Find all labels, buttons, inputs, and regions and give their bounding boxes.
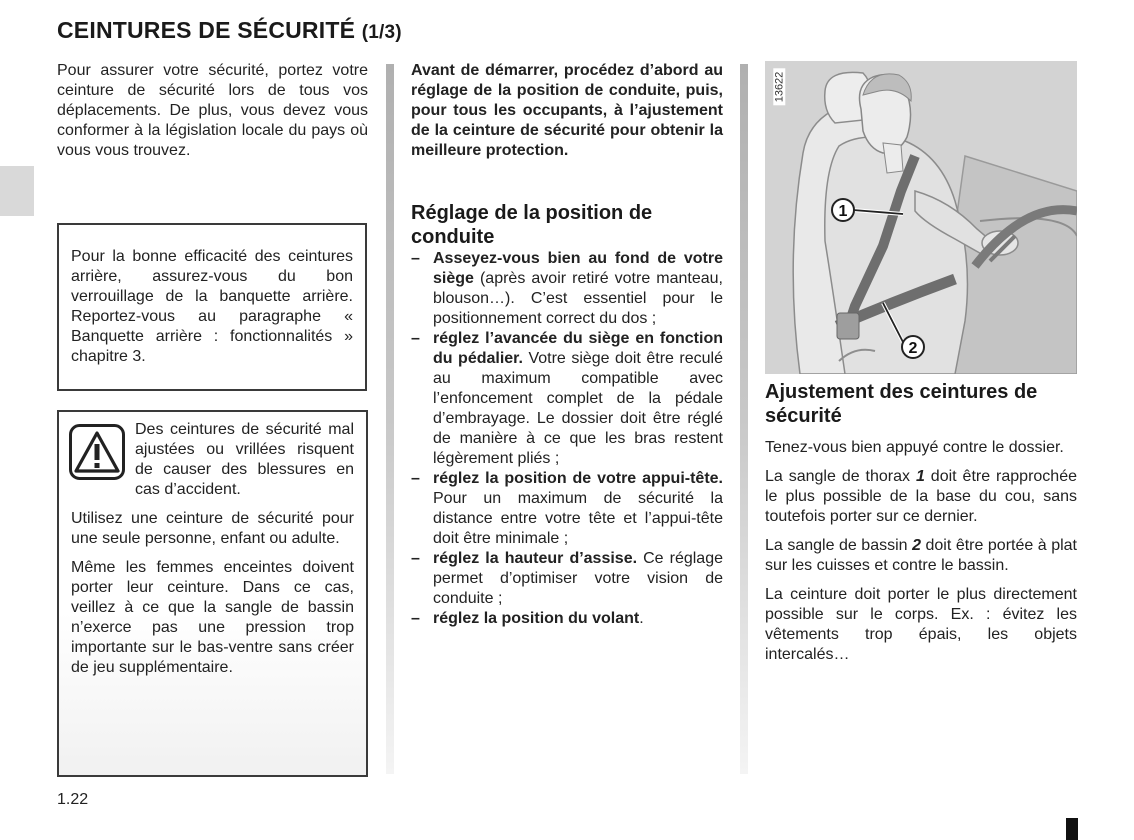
list-dash: – [411, 330, 420, 347]
page-marker [1066, 818, 1078, 840]
column-right [765, 61, 1077, 674]
step-bold: réglez la hauteur d’assise. [433, 550, 638, 567]
column-left [57, 61, 368, 161]
section-heading-belt-adjustment: Ajustement des ceintures de sécurité [765, 381, 1038, 427]
section-heading-driving-position: Réglage de la position de conduite [411, 202, 653, 248]
list-item [411, 249, 723, 329]
step-bold: réglez l’avancée du siège en fonction du pédalier. [433, 330, 723, 367]
warning-paragraph-2: Même les femmes enceintes doivent porter leur ceinture. Dans ce cas, veillez à ce que la sangle de bassin n’exerce pas une pression trop importante sur le bas-ventre sans créer de jeu supplémentaire. [71, 559, 354, 676]
seatbelt-illustration [765, 61, 1077, 374]
list-dash: – [411, 550, 420, 567]
list-item [411, 469, 723, 549]
list-item [411, 329, 723, 469]
page-title [57, 17, 402, 44]
adjust-paragraph-3 [765, 536, 1077, 576]
text-run: La sangle de thorax [765, 468, 916, 485]
text-run: doit être rapprochée le plus possible de la base du cou, sans toutefois porter sur ce dernier. [765, 468, 1077, 525]
column-divider-left [386, 64, 394, 774]
step-text: . [639, 610, 644, 627]
list-dash: – [411, 470, 420, 487]
column-divider-right [740, 64, 748, 774]
warning-paragraph-1: Utilisez une ceinture de sécurité pour une seule personne, enfant ou adulte. [71, 510, 354, 547]
adjust-paragraph-1: Tenez-vous bien appuyé contre le dossier. [765, 439, 1064, 456]
note-box [57, 223, 367, 391]
adjust-paragraph-2 [765, 467, 1077, 527]
step-text: Ce réglage permet d’optimiser votre vision de conduite ; [433, 550, 723, 607]
page-number: 1.22 [57, 791, 89, 808]
text-run: La sangle de bassin [765, 537, 913, 554]
step-text: (après avoir retiré votre manteau, blouson…). C’est essentiel pour le positionnement correct du dos ; [433, 270, 723, 327]
instruction-intro: Avant de démarrer, procédez d’abord au réglage de la position de conduite, puis, pour tous les occupants, à l’ajustement de la ceinture de sécurité pour obtenir la meilleure protection. [411, 62, 723, 159]
callout-2-label: 2 [908, 340, 918, 357]
step-bold: réglez la position de votre appui-tête. [433, 470, 723, 487]
driver-seatbelt-drawing [765, 61, 1077, 374]
adjust-paragraph-4: La ceinture doit porter le plus directement possible sur le corps. Ex. : évitez les vêtements trop épais, les objets intercalés… [765, 586, 1077, 663]
callout-1-label: 1 [838, 203, 848, 220]
list-item [411, 549, 723, 609]
step-text: Pour un maximum de sécurité la distance entre votre tête et l’appui-tête doit être minimale ; [433, 490, 723, 547]
column-middle [411, 61, 723, 629]
warning-triangle-icon [69, 424, 125, 480]
list-dash: – [411, 250, 420, 267]
step-text: Votre siège doit être reculé au maximum compatible avec l’enfoncement complet de la pédale d’embrayage. Le dossier doit être réglé de manière à ce que les bras restent légèrement pliés ; [433, 350, 723, 467]
warning-header [71, 420, 354, 500]
text-run: doit être portée à plat sur les cuisses et contre le bassin. [765, 537, 1078, 574]
callout-ref-2: 2 [912, 537, 921, 554]
title-part: (1/3) [361, 22, 402, 43]
step-bold: réglez la position du volant [433, 610, 640, 627]
adjustment-steps [411, 249, 723, 629]
note-text: Pour la bonne efficacité des ceintures arrière, assurez-vous du bon verrouillage de la banquette arrière. Reportez-vous au paragraphe « Banquette arrière : fonctionnalités » chapitre 3. [71, 248, 353, 365]
list-dash: – [411, 610, 420, 627]
callout-ref-1: 1 [915, 468, 925, 485]
intro-paragraph: Pour assurer votre sécurité, portez votre ceinture de sécurité lors de tous vos déplacements. De plus, vous devez vous conformer à la législation locale du pays où vous vous trouvez. [57, 62, 368, 159]
step-bold: Asseyez-vous bien au fond de votre siège [433, 250, 723, 287]
warning-headline: Des ceintures de sécurité mal ajustées ou vrillées risquent de causer des blessures en cas d’accident. [135, 421, 354, 498]
figure-code: 13622 [773, 69, 785, 106]
title-text: CEINTURES DE SÉCURITÉ [57, 17, 356, 43]
chapter-tab [0, 166, 34, 216]
list-item [411, 609, 723, 629]
warning-box [57, 410, 368, 777]
